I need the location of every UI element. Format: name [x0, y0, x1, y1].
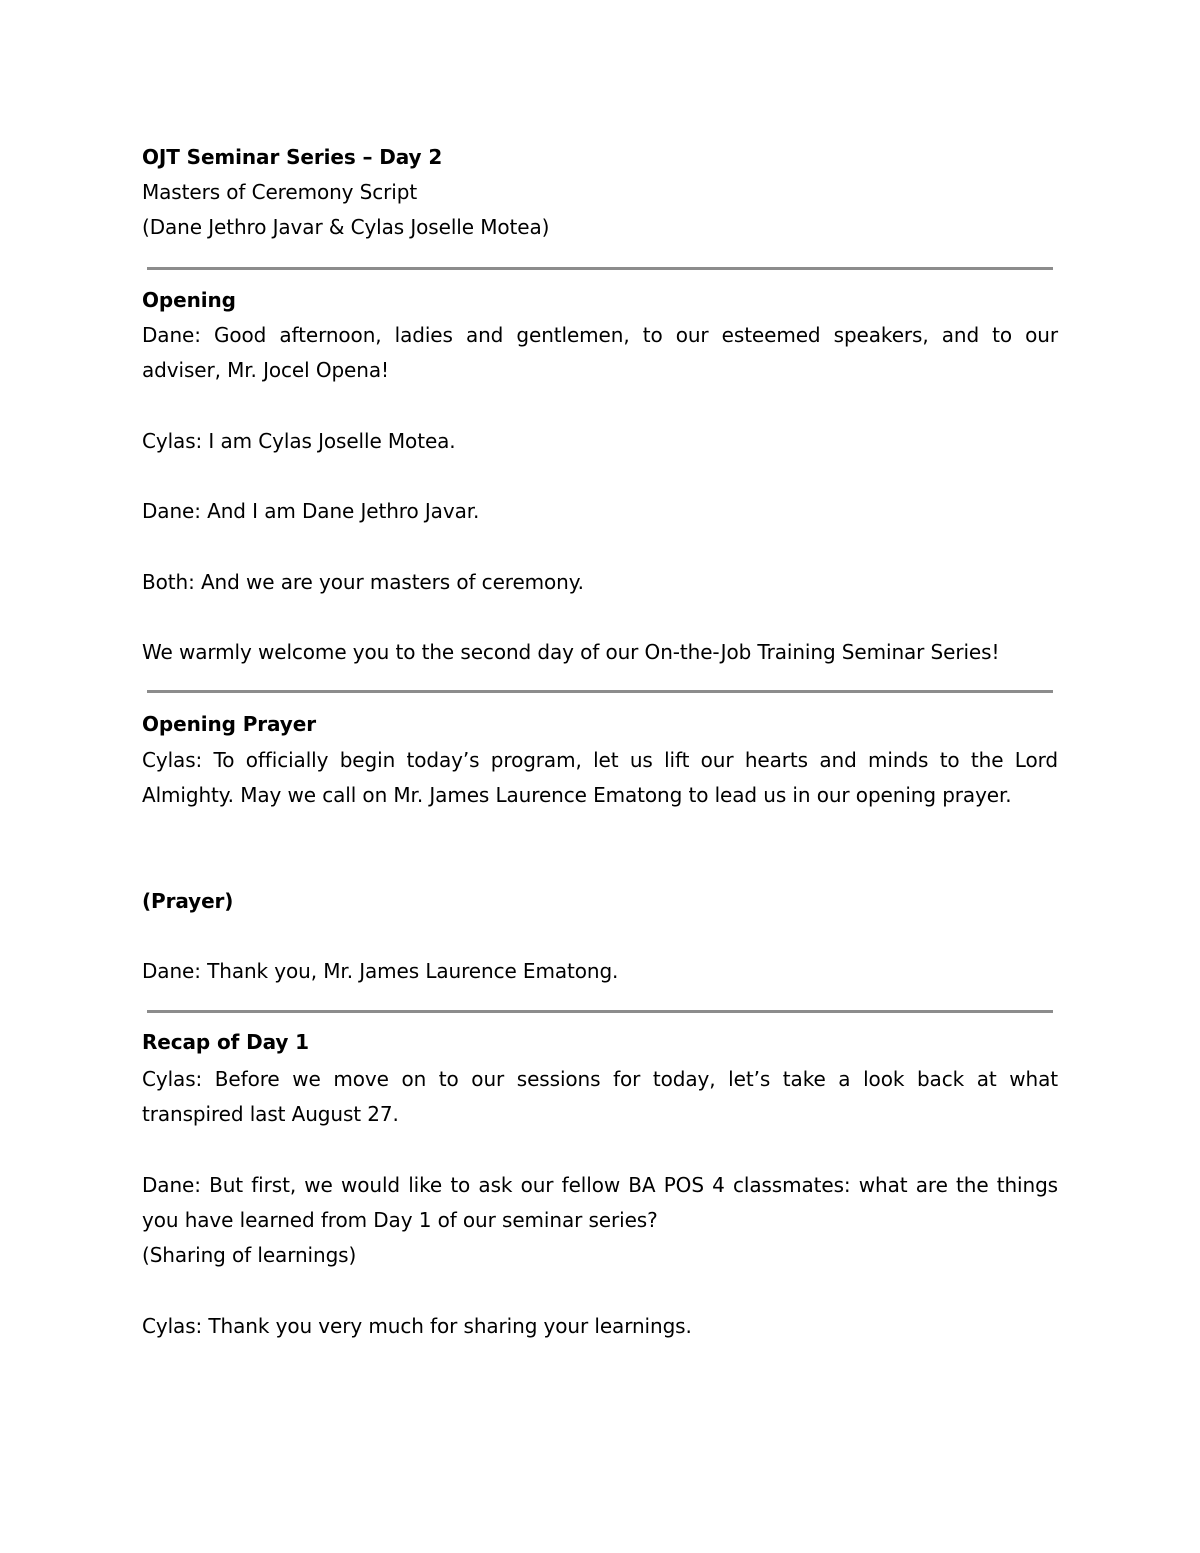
paragraph-dane-welcome: Dane: Good afternoon, ladies and gentlemen, to our esteemed speakers, and to our adviser, Mr. Jocel Opena!	[142, 323, 1058, 382]
paragraph-cylas-intro: Cylas: I am Cylas Joselle Motea.	[142, 429, 456, 453]
hosts-line: (Dane Jethro Javar & Cylas Joselle Motea)	[142, 215, 550, 239]
paragraph-cylas-recap: Cylas: Before we move on to our sessions for today, let’s take a look back at what transpired last August 27.	[142, 1067, 1058, 1126]
section-heading-opening-prayer: Opening Prayer	[142, 712, 316, 736]
paragraph-both: Both: And we are your masters of ceremony.	[142, 570, 584, 594]
paragraph-cylas-thanks: Cylas: Thank you very much for sharing your learnings.	[142, 1314, 692, 1338]
section-divider	[147, 1010, 1053, 1013]
section-heading-recap: Recap of Day 1	[142, 1030, 309, 1054]
paragraph-dane-question: Dane: But first, we would like to ask our fellow BA POS 4 classmates: what are the things you have learned from Day 1 of our seminar series?	[142, 1173, 1058, 1232]
section-divider	[147, 690, 1053, 693]
section-heading-opening: Opening	[142, 288, 236, 312]
section-divider	[147, 267, 1053, 270]
sharing-cue: (Sharing of learnings)	[142, 1243, 357, 1267]
document-subtitle: Masters of Ceremony Script	[142, 180, 418, 204]
prayer-cue: (Prayer)	[142, 889, 234, 913]
document-title: OJT Seminar Series – Day 2	[142, 145, 443, 169]
paragraph-dane-intro: Dane: And I am Dane Jethro Javar.	[142, 499, 480, 523]
paragraph-dane-thanks: Dane: Thank you, Mr. James Laurence Ematong.	[142, 959, 619, 983]
paragraph-cylas-call: Cylas: To officially begin today’s program, let us lift our hearts and minds to the Lord Almighty. May we call on Mr. James Laurence Ematong to lead us in our opening prayer.	[142, 748, 1058, 807]
paragraph-welcome-line: We warmly welcome you to the second day of our On-the-Job Training Seminar Series!	[142, 640, 1000, 664]
